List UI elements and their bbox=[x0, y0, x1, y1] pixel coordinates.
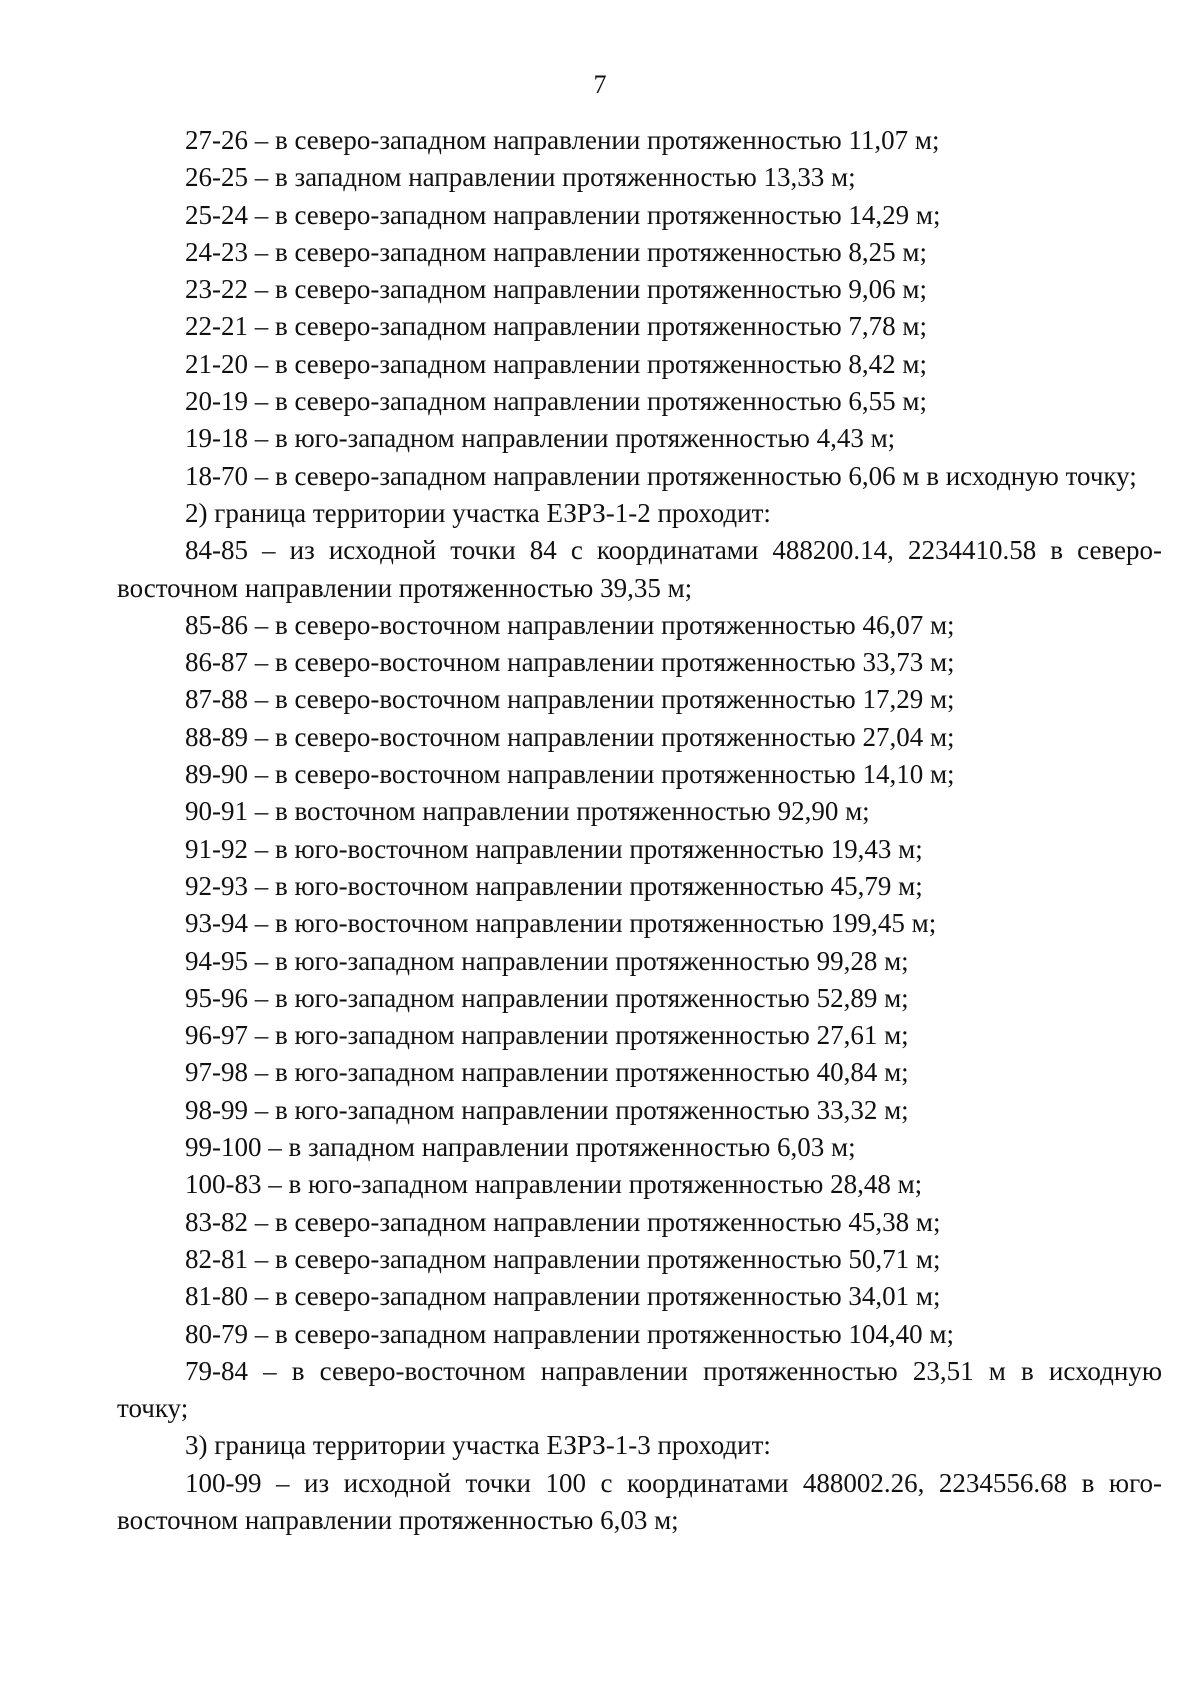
paragraph: 93-94 – в юго-восточном направлении протяженностью 199,45 м; bbox=[185, 908, 937, 939]
paragraph: 83-82 – в северо-западном направлении протяженностью 45,38 м; bbox=[185, 1206, 941, 1237]
paragraph: 92-93 – в юго-восточном направлении протяженностью 45,79 м; bbox=[185, 870, 923, 901]
paragraph: 84-85 – из исходной точки 84 с координатами 488200.14, 2234410.58 в северо-восточном направлении протяженностью 39,35 м; bbox=[117, 535, 1162, 603]
paragraph: 85-86 – в северо-восточном направлении протяженностью 46,07 м; bbox=[185, 609, 955, 640]
paragraph: 25-24 – в северо-западном направлении протяженностью 14,29 м; bbox=[185, 199, 941, 230]
paragraph: 100-99 – из исходной точки 100 с координатами 488002.26, 2234556.68 в юго-восточном направлении протяженностью 6,03 м; bbox=[117, 1467, 1162, 1535]
page-number: 7 bbox=[593, 70, 607, 99]
paragraph: 87-88 – в северо-восточном направлении протяженностью 17,29 м; bbox=[185, 684, 955, 715]
paragraph: 2) граница территории участка ЕЗРЗ-1-2 проходит: bbox=[185, 497, 771, 528]
paragraph: 24-23 – в северо-западном направлении протяженностью 8,25 м; bbox=[185, 236, 927, 267]
paragraph: 97-98 – в юго-западном направлении протяженностью 40,84 м; bbox=[185, 1057, 909, 1088]
paragraph: 90-91 – в восточном направлении протяженностью 92,90 м; bbox=[185, 796, 870, 827]
paragraph: 20-19 – в северо-западном направлении протяженностью 6,55 м; bbox=[185, 386, 927, 417]
paragraph: 94-95 – в юго-западном направлении протяженностью 99,28 м; bbox=[185, 945, 909, 976]
paragraph: 99-100 – в западном направлении протяженностью 6,03 м; bbox=[185, 1132, 856, 1163]
paragraph: 3) граница территории участка ЕЗРЗ-1-3 проходит: bbox=[185, 1430, 771, 1461]
paragraph: 27-26 – в северо-западном направлении протяженностью 11,07 м; bbox=[185, 125, 940, 155]
paragraph: 18-70 – в северо-западном направлении протяженностью 6,06 м в исходную точку; bbox=[185, 460, 1137, 491]
paragraph: 81-80 – в северо-западном направлении протяженностью 34,01 м; bbox=[185, 1281, 941, 1312]
paragraph: 80-79 – в северо-западном направлении протяженностью 104,40 м; bbox=[185, 1318, 954, 1349]
document-body bbox=[117, 122, 1162, 1539]
paragraph: 98-99 – в юго-западном направлении протяженностью 33,32 м; bbox=[185, 1094, 909, 1125]
paragraph: 82-81 – в северо-западном направлении протяженностью 50,71 м; bbox=[185, 1243, 941, 1274]
paragraph: 89-90 – в северо-восточном направлении протяженностью 14,10 м; bbox=[185, 759, 955, 790]
paragraph: 86-87 – в северо-восточном направлении протяженностью 33,73 м; bbox=[185, 647, 955, 678]
paragraph: 91-92 – в юго-восточном направлении протяженностью 19,43 м; bbox=[185, 833, 923, 864]
paragraph: 88-89 – в северо-восточном направлении протяженностью 27,04 м; bbox=[185, 721, 955, 752]
paragraph: 21-20 – в северо-западном направлении протяженностью 8,42 м; bbox=[185, 348, 927, 379]
paragraph: 19-18 – в юго-западном направлении протяженностью 4,43 м; bbox=[185, 423, 896, 454]
paragraph: 23-22 – в северо-западном направлении протяженностью 9,06 м; bbox=[185, 274, 927, 305]
paragraph: 100-83 – в юго-западном направлении протяженностью 28,48 м; bbox=[185, 1169, 923, 1200]
paragraph: 79-84 – в северо-восточном направлении протяженностью 23,51 м в исходную точку; bbox=[117, 1355, 1162, 1424]
paragraph: 22-21 – в северо-западном направлении протяженностью 7,78 м; bbox=[185, 311, 927, 342]
paragraph: 95-96 – в юго-западном направлении протяженностью 52,89 м; bbox=[185, 982, 909, 1013]
paragraph: 26-25 – в западном направлении протяженностью 13,33 м; bbox=[185, 162, 856, 193]
paragraph: 96-97 – в юго-западном направлении протяженностью 27,61 м; bbox=[185, 1020, 909, 1051]
